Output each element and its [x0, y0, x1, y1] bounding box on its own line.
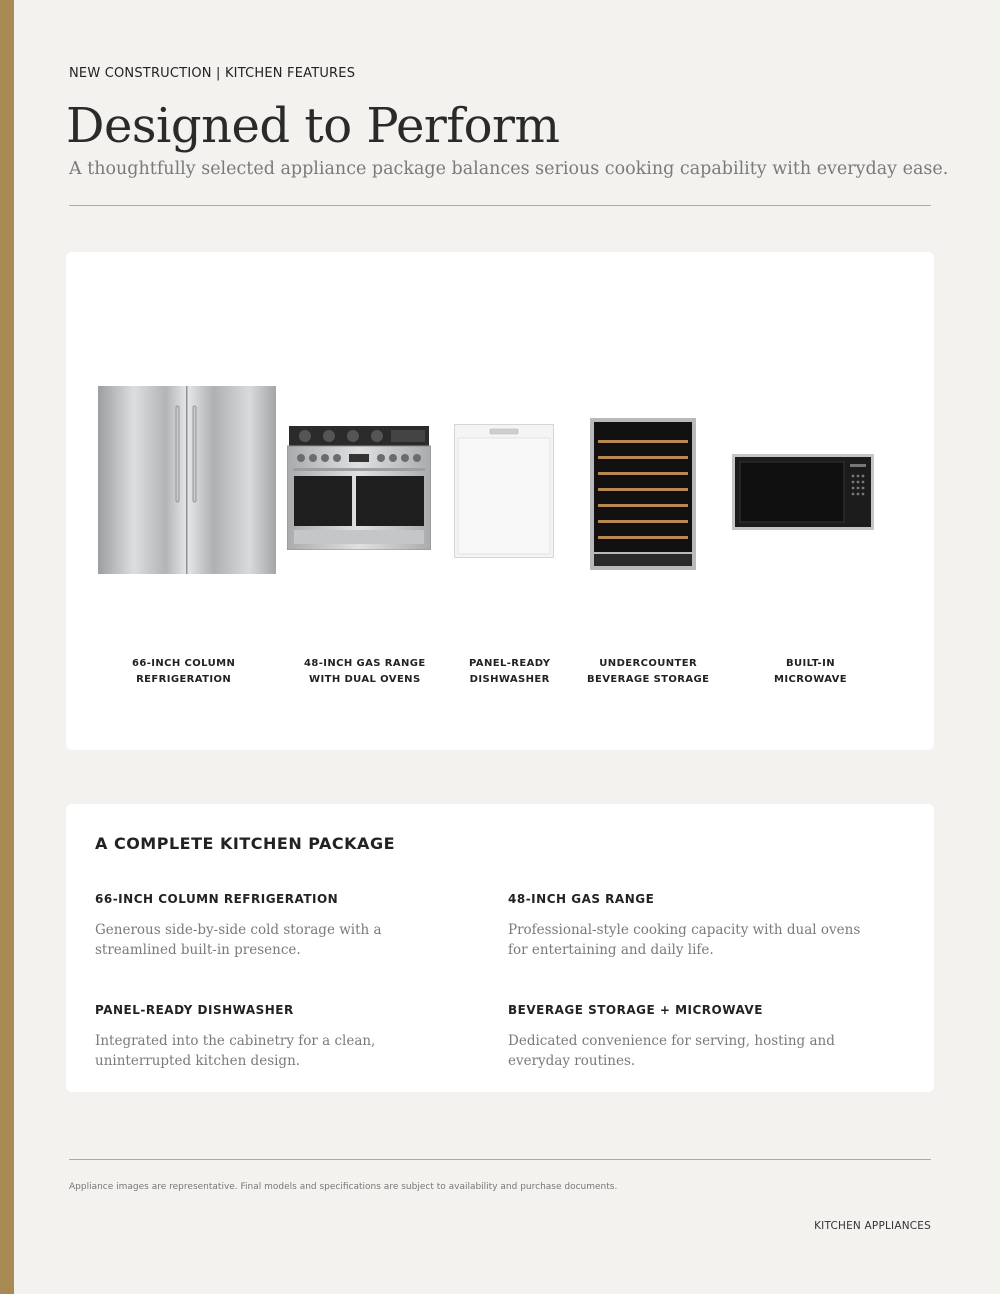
- microwave-image: [732, 454, 874, 530]
- package-item: [508, 892, 878, 960]
- package-item-text: Professional-style cooking capacity with dual ovens for entertaining and daily life.: [508, 922, 861, 958]
- footer-label: KITCHEN APPLIANCES: [814, 1220, 931, 1232]
- appliance-label-refrigerator: 66-INCH COLUMN REFRIGERATION: [132, 658, 236, 685]
- package-item-text: Integrated into the cabinetry for a clean, uninterrupted kitchen design.: [95, 1033, 376, 1069]
- package-item-heading: PANEL-READY DISHWASHER: [95, 1003, 294, 1017]
- beverage-center-image: [590, 418, 696, 570]
- accent-bar: [0, 0, 14, 1294]
- footer-divider: [69, 1159, 931, 1160]
- package-item-heading: 66-INCH COLUMN REFRIGERATION: [95, 892, 339, 906]
- appliance-label-dishwasher: PANEL-READY DISHWASHER: [469, 658, 551, 685]
- header-divider: [69, 205, 931, 206]
- appliance-label-microwave: BUILT-IN MICROWAVE: [774, 658, 848, 685]
- package-item-text: Generous side-by-side cold storage with a streamlined built-in presence.: [95, 922, 382, 958]
- package-title: A COMPLETE KITCHEN PACKAGE: [95, 834, 395, 853]
- package-item-heading: 48-INCH GAS RANGE: [508, 892, 655, 906]
- package-item-heading: BEVERAGE STORAGE + MICROWAVE: [508, 1003, 763, 1017]
- package-item-text: Dedicated convenience for serving, hosting and everyday routines.: [508, 1033, 835, 1069]
- appliance-label-beverage-center: UNDERCOUNTER BEVERAGE STORAGE: [587, 658, 710, 685]
- package-item: [508, 1003, 878, 1071]
- page-subtitle: A thoughtfully selected appliance package balances serious cooking capability with everyday ease.: [69, 159, 949, 179]
- disclaimer: Appliance images are representative. Final models and specifications are subject to availability and purchase documents.: [69, 1182, 618, 1192]
- dishwasher-image: [454, 424, 554, 558]
- page-title: Designed to Perform: [66, 98, 560, 154]
- package-item: [95, 1003, 465, 1071]
- eyebrow: NEW CONSTRUCTION | KITCHEN FEATURES: [69, 66, 356, 81]
- refrigerator-image: [98, 386, 276, 574]
- package-item: [95, 892, 465, 960]
- kitchen-package-card: [66, 804, 934, 1092]
- appliance-showcase-card: [66, 252, 934, 750]
- gas-range-image: [287, 426, 431, 550]
- appliance-label-gas-range: 48-INCH GAS RANGE WITH DUAL OVENS: [304, 658, 426, 685]
